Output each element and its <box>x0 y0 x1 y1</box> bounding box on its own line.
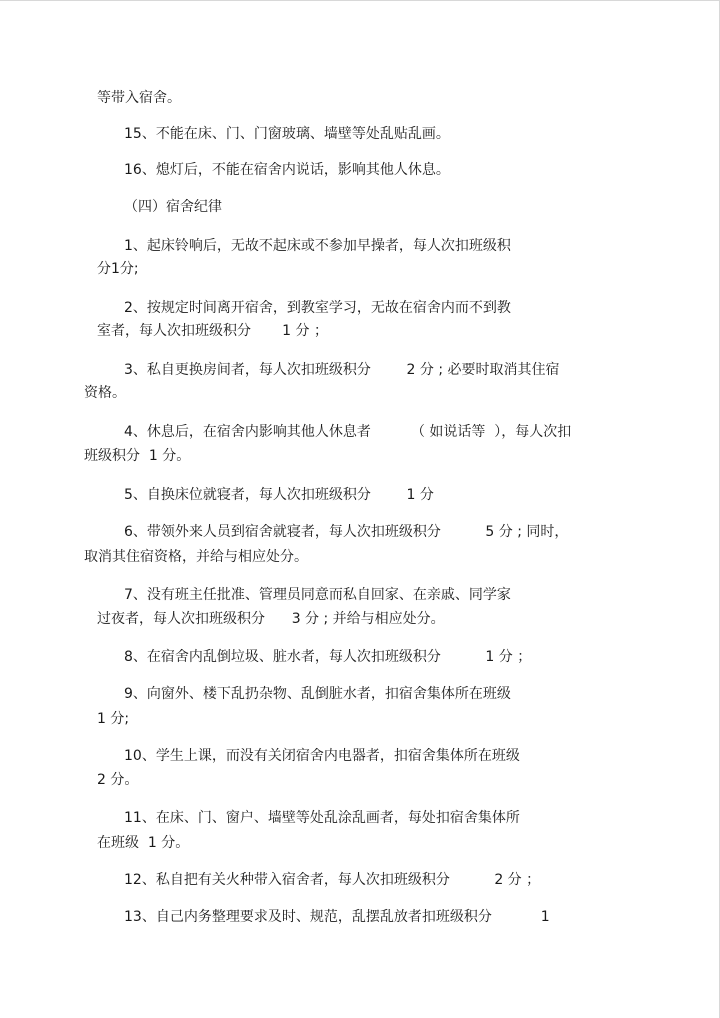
discipline-rule-2: 2、按规定时间离开宿舍，到教室学习，无故在宿舍内而不到教 <box>124 300 511 316</box>
text-line-continuation: 等带入宿舍。 <box>97 90 181 106</box>
discipline-rule-4-cont: 班级积分 1 分。 <box>84 448 191 464</box>
discipline-rule-6-cont: 取消其住宿资格，并给与相应处分。 <box>84 549 308 565</box>
discipline-rule-7: 7、没有班主任批准、管理员同意而私自回家、在亲戚、同学家 <box>124 587 511 603</box>
discipline-rule-6: 6、带领外来人员到宿舍就寝者，每人次扣班级积分 5 分 ; 同时， <box>124 524 569 540</box>
discipline-rule-5: 5、自换床位就寝者，每人次扣班级积分 1 分 <box>124 487 434 503</box>
discipline-rule-9-cont: 1 分; <box>97 711 130 727</box>
rule-15: 15、不能在床、门、门窗玻璃、墙壁等处乱贴乱画。 <box>124 126 450 142</box>
discipline-rule-13: 13、自己内务整理要求及时、规范，乱摆乱放者扣班级积分 1 <box>124 909 550 925</box>
discipline-rule-2-cont: 室者，每人次扣班级积分 1 分 ； <box>97 323 328 339</box>
rule-16: 16、熄灯后，不能在宿舍内说话，影响其他人休息。 <box>124 162 450 178</box>
discipline-rule-1: 1、起床铃响后，无故不起床或不参加早操者，每人次扣班级积 <box>124 238 511 254</box>
discipline-rule-1-cont: 分1分; <box>97 261 139 277</box>
discipline-rule-11: 11、在床、门、窗户、墙壁等处乱涂乱画者，每处扣宿舍集体所 <box>124 810 520 826</box>
discipline-rule-11-cont: 在班级 1 分。 <box>97 835 190 851</box>
discipline-rule-12: 12、私自把有关火种带入宿舍者，每人次扣班级积分 2 分 ； <box>124 872 541 888</box>
discipline-rule-4: 4、休息后，在宿舍内影响其他人休息者 （ 如说话等 ），每人次扣 <box>124 424 572 440</box>
discipline-rule-10: 10、学生上课，而没有关闭宿舍内电器者，扣宿舍集体所在班级 <box>124 748 520 764</box>
discipline-rule-9: 9、向窗外、楼下乱扔杂物、乱倒脏水者，扣宿舍集体所在班级 <box>124 686 511 702</box>
section-heading: （四）宿舍纪律 <box>124 199 222 215</box>
discipline-rule-10-cont: 2 分。 <box>97 772 139 788</box>
discipline-rule-3-cont: 资格。 <box>84 385 126 401</box>
discipline-rule-7-cont: 过夜者，每人次扣班级积分 3 分 ; 并给与相应处分。 <box>97 611 445 627</box>
page-border-top <box>0 0 720 1</box>
discipline-rule-8: 8、在宿舍内乱倒垃圾、脏水者，每人次扣班级积分 1 分 ； <box>124 649 532 665</box>
discipline-rule-3: 3、私自更换房间者，每人次扣班级积分 2 分 ; 必要时取消其住宿 <box>124 362 560 378</box>
